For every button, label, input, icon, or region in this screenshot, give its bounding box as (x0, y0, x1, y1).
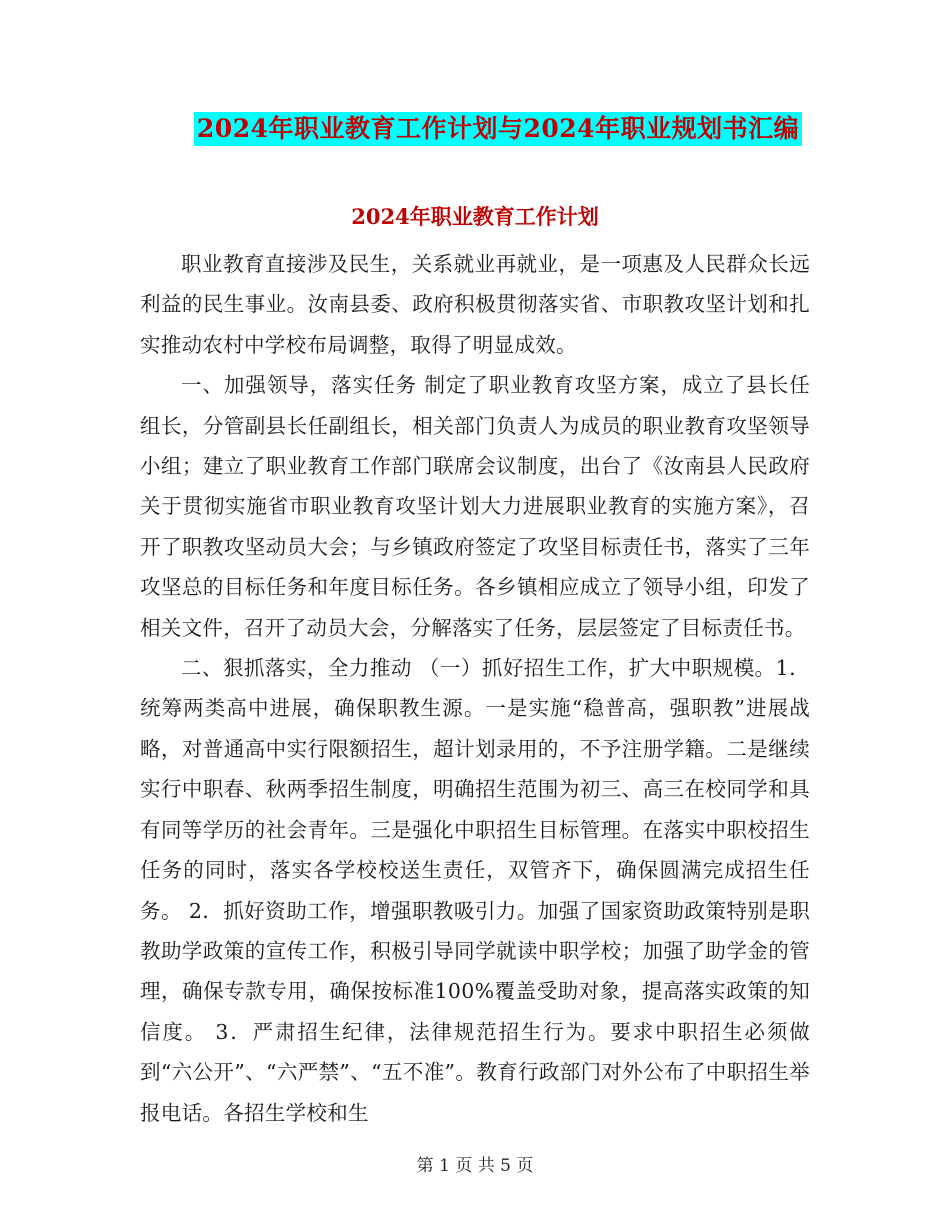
body-text (140, 244, 810, 1133)
paragraph-implementation: 二、狠抓落实，全力推动 （一）抓好招生工作，扩大中职规模。1．统筹两类高中进展，确保职教生源。一是实施“稳普高，强职教”进展战略，对普通高中实行限额招生，超计划录用的，不予注册学籍。二是继续实行中职春、秋两季招生制度，明确招生范围为初三、高三在校同学和具有同等学历的社会青年。三是强化中职招生目标管理。在落实中职校招生任务的同时，落实各学校校送生责任，双管齐下，确保圆满完成招生任务。 2．抓好资助工作，增强职教吸引力。加强了国家资助政策特别是职教助学政策的宣传工作，积极引导同学就读中职学校；加强了助学金的管理，确保专款专用，确保按标准100%覆盖受助对象，提高落实政策的知信度。 3．严肃招生纪律，法律规范招生行为。要求中职招生必须做到“六公开”、“六严禁”、“五不准”。教育行政部门对外公布了中职招生举报电话。各招生学校和生 (140, 656, 810, 1125)
section-title: 2024年职业教育工作计划 (351, 204, 599, 229)
paragraph-leadership: 一、加强领导，落实任务 制定了职业教育攻坚方案，成立了县长任组长，分管副县长任副组长，相关部门负责人为成员的职业教育攻坚领导小组；建立了职业教育工作部门联席会议制度，出台了《汝南县人民政府关于贯彻实施省市职业教育攻坚计划大力进展职业教育的实施方案》，召开了职教攻坚动员大会；与乡镇政府签定了攻坚目标责任书，落实了三年攻坚总的目标任务和年度目标任务。各乡镇相应成立了领导小组，印发了相关文件，召开了动员大会，分解落实了任务，层层签定了目标责任书。 (140, 373, 810, 640)
main-title: 2024年职业教育工作计划与2024年职业规划书汇编 (194, 112, 802, 146)
paragraph-intro: 职业教育直接涉及民生，关系就业再就业，是一项惠及人民群众长远利益的民生事业。汝南县委、政府积极贯彻落实省、市职教攻坚计划和扎实推动农村中学校布局调整，取得了明显成效。 (140, 252, 810, 357)
main-title-container (0, 112, 950, 146)
page-footer: 第 1 页 共 5 页 (416, 1156, 534, 1176)
